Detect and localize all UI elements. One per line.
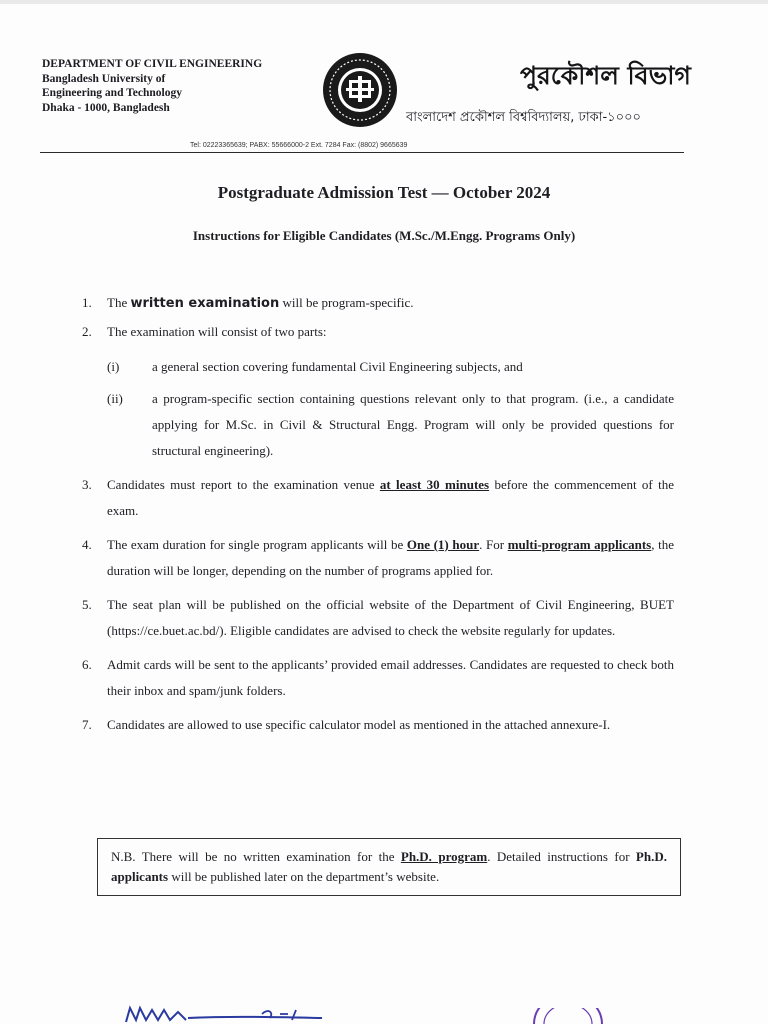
contact-line: Tel: 02223365639; PABX: 55666000-2 Ext. 7284 Fax: (8802) 9665639 — [190, 142, 408, 149]
item-number: 5. — [82, 597, 92, 612]
sub-item-number: (ii) — [107, 391, 123, 406]
scan-edge — [0, 0, 768, 4]
item-emphasis: written examination — [130, 296, 280, 311]
department-address-block — [42, 57, 262, 115]
item-text: Admit cards will be sent to the applicants’ provided email addresses. Candidates are requested to check both their inbox and spam/junk folders. — [107, 657, 674, 698]
item-number: 3. — [82, 477, 92, 492]
item-emphasis: multi-program applicants — [507, 537, 652, 552]
list-item — [82, 652, 674, 704]
list-item — [82, 712, 674, 738]
item-text: The examination will consist of two parts: — [107, 324, 327, 339]
nb-emphasis: Ph.D. program — [400, 849, 488, 864]
sub-item-text: a program-specific section containing questions relevant only to that program. (i.e., a candidate applying for M.Sc. in Civil & Structural Engg. Program will only be provided questions for structural engineering). — [152, 391, 674, 458]
sub-item-number: (i) — [107, 359, 120, 374]
university-line-1: Bangladesh University of — [42, 72, 166, 85]
list-item — [82, 290, 674, 317]
sub-item — [107, 386, 674, 464]
signature-icon — [122, 1002, 362, 1024]
item-text: The — [107, 295, 131, 310]
item-text: The seat plan will be published on the official website of the Department of Civil Engineering, BUET (https://ce.buet.ac.bd/). Eligible candidates are advised to check the website regularly for updates. — [107, 597, 674, 638]
item-number: 7. — [82, 717, 92, 732]
page-subtitle: Instructions for Eligible Candidates (M.Sc./M.Engg. Programs Only) — [192, 228, 576, 243]
item-text: Candidates must report to the examination venue — [107, 477, 380, 492]
item-emphasis: at least 30 minutes — [379, 477, 490, 492]
nb-text: . Detailed instructions for — [487, 849, 636, 864]
university-line-2: Engineering and Technology — [42, 87, 182, 99]
page-title: Postgraduate Admission Test — October 2024 — [217, 183, 551, 202]
list-item — [82, 319, 674, 464]
item-number: 1. — [82, 295, 92, 310]
header-divider — [40, 152, 684, 153]
item-number: 2. — [82, 324, 92, 339]
nota-bene-box — [97, 838, 681, 896]
list-item — [82, 592, 674, 644]
item-text: . For — [479, 537, 508, 552]
item-text: will be program-specific. — [279, 295, 414, 310]
sub-item-text: a general section covering fundamental Civil Engineering subjects, and — [152, 359, 523, 374]
nb-emphasis: Ph.D. applicants — [111, 849, 667, 884]
item-text: before the commencement of the exam. — [107, 477, 674, 518]
item-emphasis: One (1) hour — [406, 537, 480, 552]
item-number: 6. — [82, 657, 92, 672]
sub-item — [107, 354, 674, 380]
university-logo-icon — [322, 52, 398, 128]
list-item — [82, 472, 674, 524]
bangla-department-title: পুরকৌশল বিভাগ — [520, 61, 691, 90]
item-text: Candidates are allowed to use specific calculator model as mentioned in the attached annexure-I. — [107, 717, 611, 732]
nb-text: N.B. There will be no written examination for the — [111, 849, 401, 864]
department-name: DEPARTMENT OF CIVIL ENGINEERING — [42, 58, 263, 70]
seal-stamp-icon — [532, 1008, 604, 1024]
nb-text: will be published later on the department’s website. — [168, 869, 440, 884]
item-text: , the duration will be longer, depending on the number of programs applied for. — [107, 537, 675, 578]
item-number: 4. — [82, 537, 92, 552]
address-line: Dhaka - 1000, Bangladesh — [42, 101, 170, 114]
bangla-university-address: বাংলাদেশ প্রকৌশল বিশ্ববিদ্যালয়, ঢাকা-১০০০ — [406, 110, 641, 125]
item-text: The exam duration for single program applicants will be — [107, 537, 407, 552]
instruction-list — [82, 290, 674, 740]
list-item — [82, 532, 674, 584]
